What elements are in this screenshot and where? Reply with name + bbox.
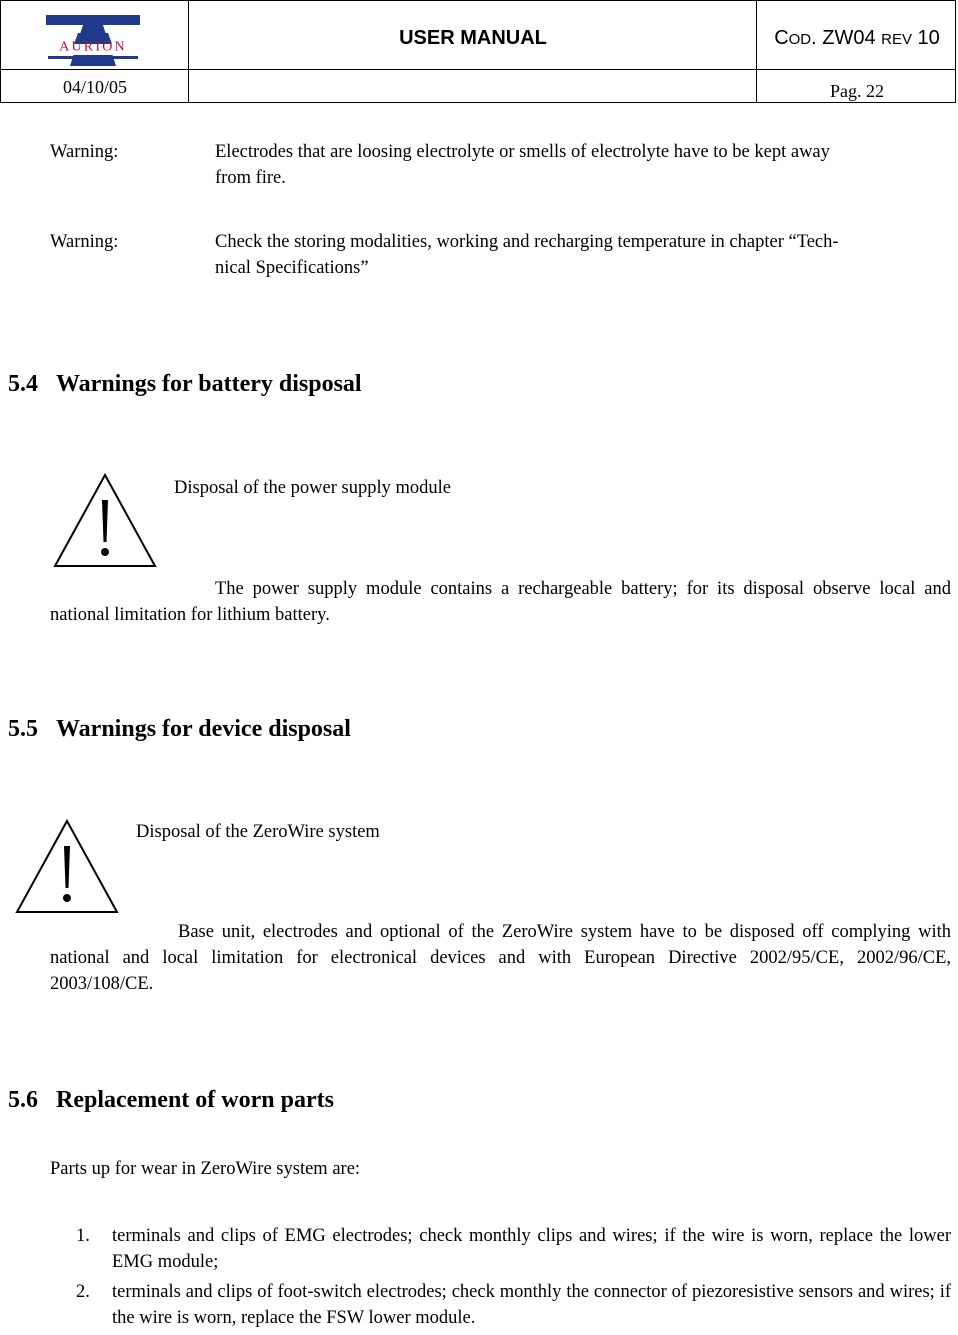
warning-label: Warning: (50, 142, 119, 162)
warning-triangle-icon (14, 818, 120, 914)
document-date: 04/10/05 (62, 77, 127, 97)
section-heading: 5.5 Warnings for device disposal (8, 716, 351, 742)
paragraph: The power supply module contains a rechargeable battery; for its disposal observe local and national limitation for lithium battery. (50, 579, 951, 625)
paragraph: Base unit, electrodes and optional of the ZeroWire system have to be disposed off complying with national and local limitation for electronical devices and with European Directive 2002/95/CE, 2002/96/CE, 2003/108/CE. (50, 922, 951, 994)
logo-wordmark: AURION (59, 39, 127, 55)
list-item: 1. terminals and clips of EMG electrodes; check monthly clips and wires; if the wire is worn, replace the lower EMG module; (76, 1226, 951, 1272)
page-number: Pag. 22 (830, 81, 884, 101)
warning-text: Check the storing modalities, working and recharging temperature in chapter “Tech- nical Specifications” (215, 232, 839, 278)
aurion-logo (44, 15, 142, 66)
list-item: 2. terminals and clips of foot-switch electrodes; check monthly the connector of piezoresistive sensors and wires; if the wire is worn, replace the FSW lower module. (76, 1282, 951, 1328)
document-title: USER MANUAL (399, 27, 547, 49)
figure-caption: Disposal of the ZeroWire system (136, 822, 380, 842)
document-code: COD. ZW04 REV 10 (774, 27, 940, 49)
paragraph: Parts up for wear in ZeroWire system are: (50, 1159, 361, 1179)
header-divider (1, 69, 955, 70)
figure-caption: Disposal of the power supply module (174, 478, 451, 498)
warning-triangle-icon (52, 472, 158, 568)
document-header (0, 0, 956, 103)
section-heading: 5.6 Replacement of worn parts (8, 1087, 334, 1113)
worn-parts-list (50, 1223, 951, 1335)
warning-label: Warning: (50, 232, 119, 252)
warning-text: Electrodes that are loosing electrolyte or smells of electrolyte have to be kept away from fire. (215, 142, 830, 188)
section-heading: 5.4 Warnings for battery disposal (8, 371, 362, 397)
